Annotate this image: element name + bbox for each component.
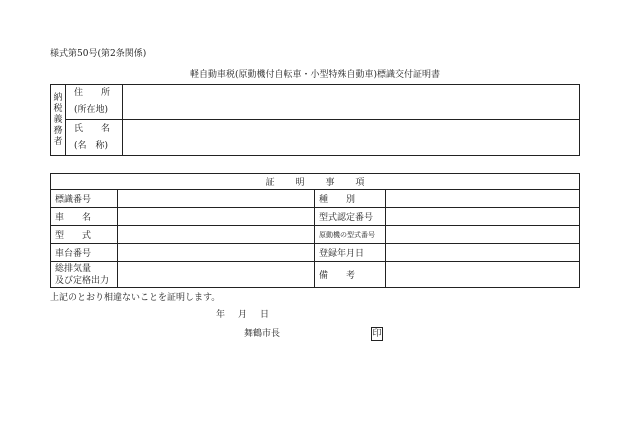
registration-date-field[interactable] [386,244,580,262]
address-label: 住 所 [74,88,111,98]
plate-number-label: 標識番号 [51,190,118,208]
date-day-label: 日 [260,310,270,320]
vehicle-type-field[interactable] [386,190,580,208]
cert-header-char: 事 [325,178,335,188]
displacement-label-2: 及び定格出力 [55,275,110,286]
name-label-cell [66,120,123,156]
taxpayer-label-char: 納 [53,92,63,103]
displacement-field[interactable] [118,262,315,288]
taxpayer-label-char: 者 [53,136,63,147]
plate-number-field[interactable] [118,190,315,208]
date-month-label: 月 [238,310,248,320]
type-approval-field[interactable] [386,208,580,226]
taxpayer-label-char: 税 [53,103,63,114]
cert-header [51,174,580,190]
taxpayer-section-label [51,85,66,156]
displacement-label: 総排気量 [55,263,92,274]
address-label-cell [66,85,123,120]
type-approval-label: 型式認定番号 [315,208,386,226]
table-row [51,190,580,208]
table-row [51,208,580,226]
chassis-number-label: 車台番号 [51,244,118,262]
address-field[interactable] [123,85,580,120]
certification-table [50,173,580,288]
name-label: 氏 名 [74,123,111,134]
name-field[interactable] [123,120,580,156]
seal-mark: 印 [372,329,382,339]
engine-model-label: 原動機の型式番号 [315,226,386,244]
taxpayer-label-char: 義 [53,114,63,125]
vehicle-name-label: 車 名 [51,208,118,226]
model-field[interactable] [118,226,315,244]
taxpayer-table [50,84,580,156]
issuer-name: 舞鶴市長 [244,329,281,339]
chassis-number-field[interactable] [118,244,315,262]
displacement-label-cell [51,262,118,288]
cert-header-char: 明 [295,178,305,188]
table-row [51,262,580,288]
address-sublabel: (所在地) [74,105,109,115]
remarks-label: 備 考 [315,262,386,288]
table-row [51,244,580,262]
model-label: 型 式 [51,226,118,244]
vehicle-type-label: 種 別 [315,190,386,208]
cert-header-char: 証 [265,178,275,188]
page-title: 軽自動車税(原動機付自転車・小型特殊自動車)標識交付証明書 [190,70,441,80]
form-number: 様式第50号(第2条関係) [50,49,147,59]
registration-date-label: 登録年月日 [315,244,386,262]
date-year-label: 年 [216,310,226,320]
taxpayer-label-char: 務 [53,125,63,136]
table-row [51,226,580,244]
certify-statement: 上記のとおり相違ないことを証明します。 [50,293,221,303]
vehicle-name-field[interactable] [118,208,315,226]
cert-header-char: 項 [355,178,365,188]
name-sublabel: (名 称) [74,140,109,151]
engine-model-field[interactable] [386,226,580,244]
remarks-field[interactable] [386,262,580,288]
